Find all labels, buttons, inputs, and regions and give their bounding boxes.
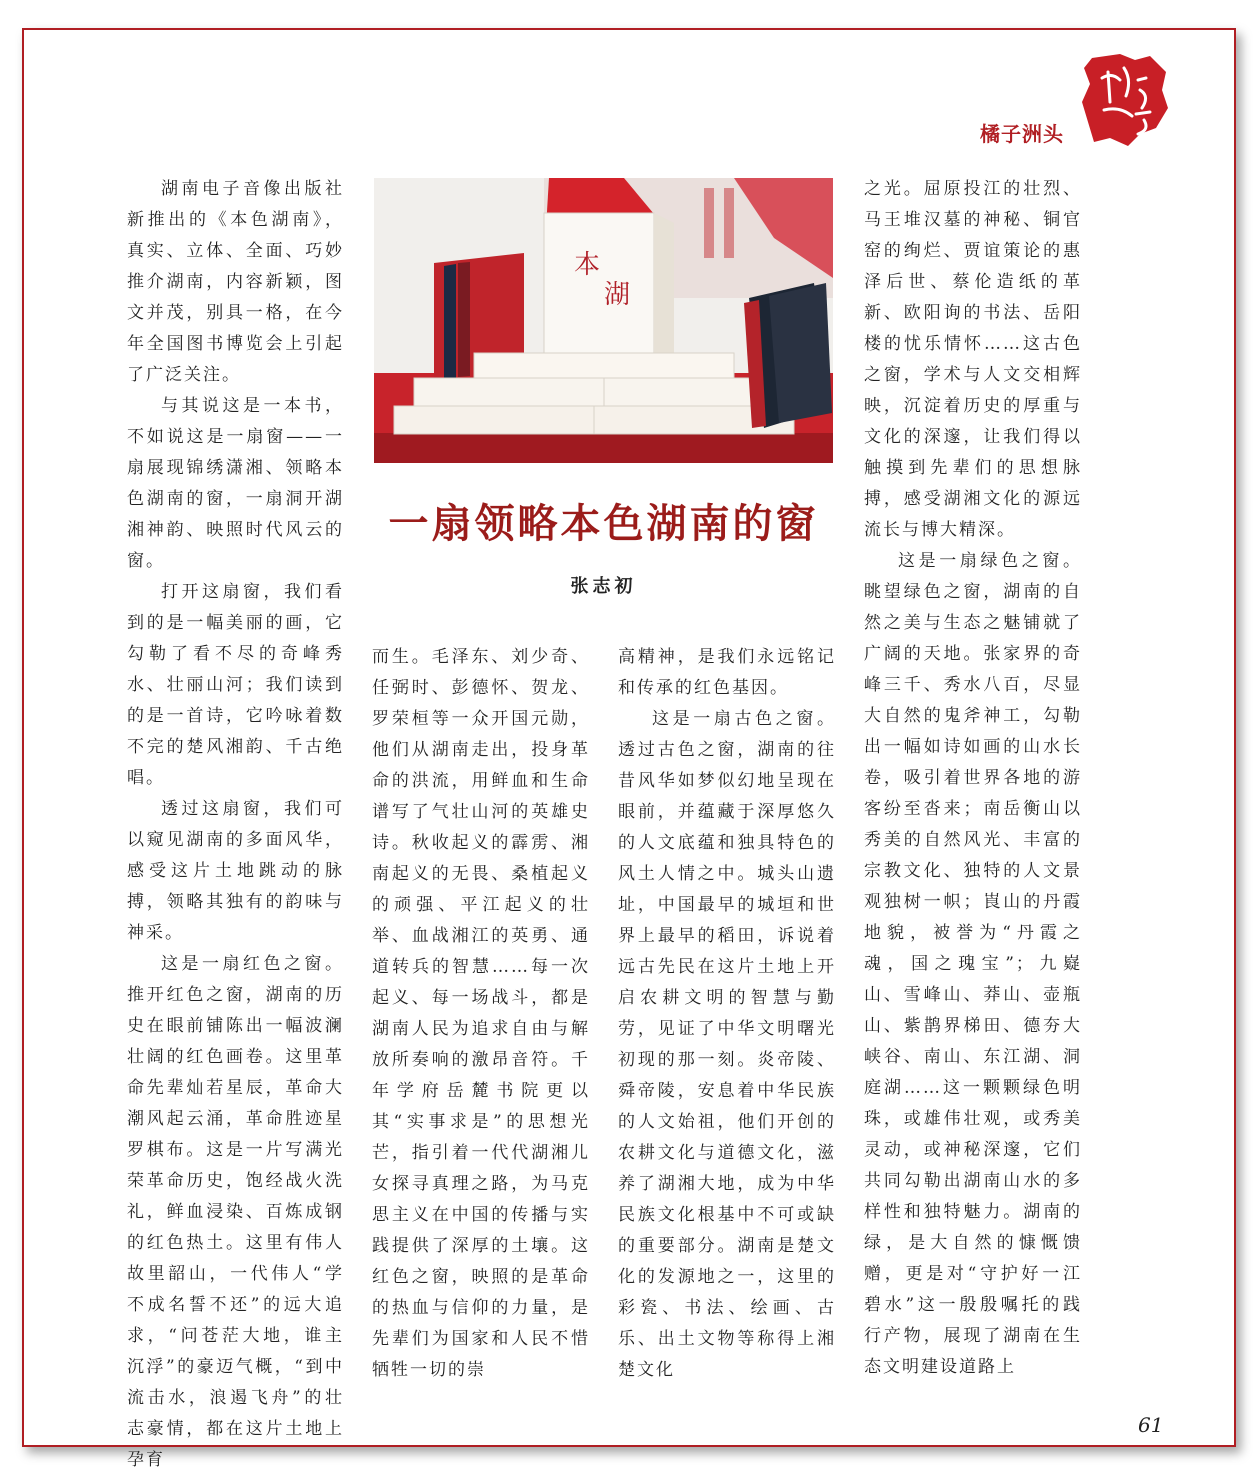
paragraph: 这是一扇红色之窗。推开红色之窗，湖南的历史在眼前铺陈出一幅波澜壮阔的红色画卷。这里革命先辈灿若星辰，革命大潮风起云涌，革命胜迹星罗棋布。这是一片写满光荣革命历史，饱经战火洗礼，鲜血浸染、百炼成钢的红色热土。这里有伟人故里韶山，一代伟人“学不成名誓不还”的远大追求，“问苍茫大地，谁主沉浮”的豪迈气概，“到中流击水，浪遏飞舟”的壮志豪情，都在这片土地上孕育 <box>127 954 344 1470</box>
paragraph: 而生。毛泽东、刘少奇、任弼时、彭德怀、贺龙、罗荣桓等一众开国元勋，他们从湖南走出，投身革命的洪流，用鲜血和生命谱写了气壮山河的英雄史诗。秋收起义的霹雳、湘南起义的无畏、桑植起义的顽强、平江起义的壮举、血战湘江的英勇、通道转兵的智慧……每一次起义、每一场战斗，都是湖南人民为追求自由与解放所奏响的激昂音符。千年学府岳麓书院更以其“实事求是”的思想光芒，指引着一代代湖湘儿女探寻真理之路，为马克思主义在中国的传播与实践提供了深厚的土壤。这红色之窗，映照的是革命的热血与信仰的力量，是先辈们为国家和人民不惜牺牲一切的崇 <box>372 647 590 1380</box>
text-column-3 <box>618 642 836 1386</box>
text-column-2 <box>372 642 590 1386</box>
svg-text:湖: 湖 <box>604 280 631 310</box>
paragraph: 与其说这是一本书，不如说这是一扇窗——一扇展现锦绣潇湘、领略本色湖南的窗，一扇洞开湖湘神韵、映照时代风云的窗。 <box>127 396 344 571</box>
paragraph: 之光。屈原投江的壮烈、马王堆汉墓的神秘、铜官窑的绚烂、贾谊策论的惠泽后世、蔡伦造纸的革新、欧阳询的书法、岳阳楼的忧乐情怀……这古色之窗，学术与人文交相辉映，沉淀着历史的厚重与文化的深邃，让我们得以触摸到先辈们的思想脉搏，感受湖湘文化的源远流长与博大精深。 <box>864 179 1082 540</box>
article-title: 一扇领略本色湖南的窗 <box>388 500 819 547</box>
text-column-1 <box>127 174 344 1476</box>
page-number: 61 <box>1138 1413 1164 1437</box>
paragraph: 这是一扇绿色之窗。眺望绿色之窗，湖南的自然之美与生态之魅铺就了广阔的天地。张家界的奇峰三千、秀水八百，尽显大自然的鬼斧神工，勾勒出一幅如诗如画的山水长卷，吸引着世界各地的游客纷至沓来；南岳衡山以秀美的自然风光、丰富的宗教文化、独特的人文景观独树一帜；崀山的丹霞地貌，被誉为“丹霞之魂，国之瑰宝”；九嶷山、雪峰山、莽山、壶瓶山、紫鹊界梯田、德夯大峡谷、南山、东江湖、洞庭湖……这一颗颗绿色明珠，或雄伟壮观，或秀美灵动，或神秘深邃，它们共同勾勒出湖南山水的多样性和独特魅力。湖南的绿，是大自然的慷慨馈赠，更是对“守护好一江碧水”这一殷殷嘱托的践行产物，展现了湖南在生态文明建设道路上 <box>864 551 1082 1377</box>
article-photo <box>374 178 833 463</box>
section-label: 橘子洲头 <box>980 122 1064 146</box>
paragraph: 这是一扇古色之窗。透过古色之窗，湖南的往昔风华如梦似幻地呈现在眼前，并蕴藏于深厚悠久的人文底蕴和独具特色的风土人情之中。城头山遗址，中国最早的城垣和世界上最早的稻田，诉说着远古先民在这片土地上开启农耕文明的智慧与勤劳，见证了中华文明曙光初现的那一刻。炎帝陵、舜帝陵，安息着中华民族的人文始祖，他们开创的农耕文化与道德文化，滋养了湖湘大地，成为中华民族文化根基中不可或缺的重要部分。湖南是楚文化的发源地之一，这里的彩瓷、书法、绘画、古乐、出土文物等称得上湘楚文化 <box>618 709 836 1380</box>
svg-text:本: 本 <box>574 250 601 280</box>
paragraph: 湖南电子音像出版社新推出的《本色湖南》，真实、立体、全面、巧妙推介湖南，内容新颖，图文并茂，别具一格，在今年全国图书博览会上引起了广泛关注。 <box>127 179 344 385</box>
text-column-4 <box>864 174 1082 1383</box>
xinxiang-pinglun-logo <box>1080 50 1170 150</box>
paragraph: 打开这扇窗，我们看到的是一幅美丽的画，它勾勒了看不尽的奇峰秀水、壮丽山河；我们读到的是一首诗，它吟咏着数不完的楚风湘韵、千古绝唱。 <box>127 582 344 788</box>
paragraph: 透过这扇窗，我们可以窥见湖南的多面风华，感受这片土地跳动的脉搏，领略其独有的韵味与神采。 <box>127 799 344 943</box>
paragraph: 高精神，是我们永远铭记和传承的红色基因。 <box>618 647 836 698</box>
book-display-illustration <box>374 178 833 463</box>
article-author: 张志初 <box>570 576 637 597</box>
